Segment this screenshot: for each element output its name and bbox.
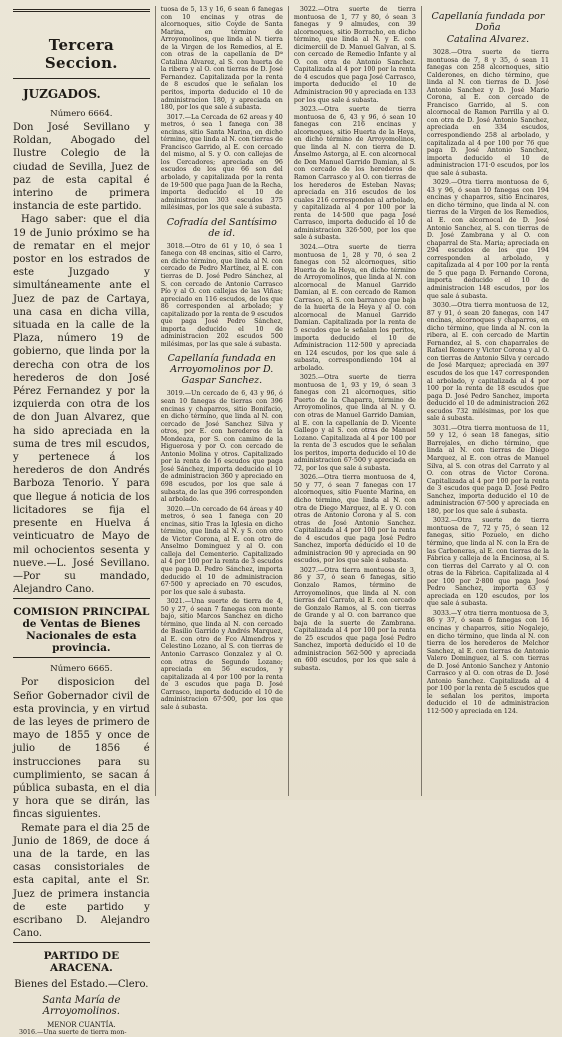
lot-3026: 3026.—Otra tierra montuosa de 4, 50 y 77, ó sean 7 fanegas con 17 alcornoques, sitio Fuente Marina, en dicho término, que linda al N. con otra de Diego Marquez, al E. y O. con otras de Antonio Corona y al S. con otras de José Antonio Sanchez. Capitalizada al 4 por 100 por la renta de 4 escudos que paga José Pedro Sanchez, importa deducido el 10 de administracion 90 y apreciada en 90 escudos, por los que sale á subasta. [293,474,416,565]
notice-1-body: Hago saber: que el dia 19 de Junio próximo se ha de rematar en el mejor postor en los estrados de este Juzgado y simultáneamente ante el Juez de paz de Cartaya, una casa en dicha villa, situada en la calle de la Plaza, número 19 de gobierno, que linda por la derecha con otra de los herederos de don José Pérez Fernandez y por la izquierda con otra de los de don Juan Alvarez, que ha sido apreciada en la suma de tres mil escudos, y pertenece á los herederos de don Andrés Barboza Tenorio. Y para que llegue á noticia de los licitadores se fija el presente en Huelva á veinticuatro de Mayo de mil ochocientos sesenta y nueve.—L. José Sevillano.—Por su mandado, Alejandro Cano. [13,214,150,596]
comision-heading: COMISION PRINCIPAL de Ventas de Bienes Nacionales de esta provincia. [13,606,150,655]
notice-2-body: Por disposicion del Señor Gobernador civil de esta provincia, y en virtud de las leyes de primero de mayo de 1855 y once de julio de 1856 é instrucciones para su cumplimiento, se sacan á pública subasta, en el dia y hora que se dirán, las fincas siguientes. [13,677,150,821]
partido-heading: PARTIDO DE ARACENA. [43,950,120,975]
columns [8,6,554,1037]
menor-cuantia-heading: MENOR CUANTÍA. [47,1021,116,1030]
lot-3025: 3025.—Otra suerte de tierra montuosa de 1, 93 y 19, ó sean 3 fanegas con 21 alcornoques, sitio Puerto de la Chaparra, término de Arroyomolinos, que linda al N. y O. con otras de Manuel Garrido Damian, al E. con la capellanía de D. Vicente Gallego y al S. con otras de Manuel Lozano. Capitalizada al 4 por 100 por la renta de 3 escudos que le señalan los peritos, importa deducido el 10 de administracion 67·500 y apreciada en 72, por los que sale á subasta. [293,374,416,472]
divider [13,657,150,658]
lot-3033: 3033.—Y otra tierra montuosa de 3, 86 y 37, ó sean 6 fanegas con 16 encinas y chaparros, sitio Nogalejo, en dicho término, que linda al N. con tierra de los herederos de Melchor Sanchez, al E. con tierras de Antonio Valero Dominguez, al S. con tierras de D. José Antonio Sanchez y Antonio Carrasco y al O. con otras de D. José Antonio Sanchez. Capitalizada al 4 por 100 por la renta de 5 escudos que le señalan los peritos, importa deducido el 10 de administracion 112·500 y apreciada en 124. [426,609,550,716]
lot-3019: 3019.—Un cercado de 6, 43 y 96, ó sean 10 fanegas de tierras con 396 encinas y chaparros, sitio Bonifacio, en dicho término, que linda al N. con cercado de José Sanchez Silva y otros, por E. con herederos de la Mondeaza, por S. con camino de la Higuerosa y por O. con cercado de Antonio Molina y otros. Capitalizado por la renta de 16 escudos que paga José Sánchez, importa deducido el 10 de administracion 360 y apreciado en 698 escudos, por los que sale á subasta, de las que 396 corresponden al arbolado. [160,390,283,504]
lot-3028: 3028.—Otra suerte de tierra montuosa de 7, 8 y 35, ó sean 11 fanegas con 258 alcornoques, sitio Calderones, en dicho término, que linda al N. con tierras de D. José Antonio Sanchez y D. José Mario Corona, al E. con cercado de Francisco Garrido, al S. con alcornocal de Ramon Parrilla y al O. con otra de D. José Antonio Sanchez, apreciada en 334 escudos, correspondiendo 258 al arbolado, y capitalizada al 4 por 100 por 76 que paga D. José Antonio Sanchez, importa deducido el 10 de administracion 171·0 escudos, por los que sale á subasta. [426,49,550,177]
bienes-heading: Bienes del Estado.—Clero. [14,979,149,991]
capellania-alvarez-heading-2: Catalina Alvarez. [446,34,530,45]
column-2 [156,6,289,796]
lot-3032: 3032.—Otra suerte de tierra montuosa de 7, 72 y 75, ó sean 12 fanegas, sitio Pozuelo, en dicho término, que linda al N. con la Era de las Carboneras, al E. con tierras de la Fábrica y calleja de la Encinosa, al S. con tierras del Carrato y al O. con otras de la Fábrica. Capitalizada al 4 por 100 por 2·800 que paga José Pedro Sanchez, importa 63 y apreciada en 120 escudos, por los que sale á subasta. [426,517,550,608]
lot-3016-start: 3016.—Una suerte de tierra mon- [19,1029,127,1037]
lot-3027: 3027.—Otra tierra montuosa de 3, 86 y 37, ó sean 6 fanegas, sitio Gonzalo Ramos, término de Arroyomolinos, que linda al N. con tierras del Carrato, al E. con cercado de Gonzalo Ramos, al S. con tierras de Grande y al O. con barranco que baja de la suerte de Zambrana. Capitalizada al 4 por 100 por la renta de 25 escudos que paga José Pedro Sanchez, importa deducido el 10 de administracion 562·500 y apreciada en 600 escudos, por los que sale á subasta. [293,566,416,673]
divider [13,942,150,943]
divider [13,598,150,599]
lot-3020: 3020.—Un cercado de 64 áreas y 40 metros, ó sea 1 fanega con 20 encinas, sitio Tras la Iglesia en dicho término, que linda al N. y S. con otro de Victor Corona, al E. con otro de Anselmo Dominguez y al O. con calleja del Cementerio. Capitalizado al 4 por 100 por la renta de 3 escudos que paga D. Pedro Sánchez, importa deducido el 10 de administracion 67·500 y apreciado en 70 escudos, por los que sale á subasta. [160,505,283,596]
title-rule [13,78,150,79]
column-3 [289,6,422,796]
notice-number-2: Número 6665. [50,664,113,675]
notice-number-1: Número 6664. [50,109,113,119]
lot-3021: 3021.—Una suerte de tierra de 4, 50 y 27, ó sean 7 fanegas con monte bajo, sitio Marcos Sanchez en dicho término, que linda al N. con cercado de Basilio Garrido y Andrés Marquez, al E. con otro de Fco Almendros y Celestino Lozano, al S. con tierras de Antonio Carrasco Gonzalez y al O. con otras de Segundo Lozano; apreciada en 56 escudos, y capitalizada al 4 por 100 por la renta de 3 escudos que paga D. José Carrasco, importa deducido el 10 de administracion 67·500, por los que sale á subasta. [160,598,283,711]
section-title: Tercera Seccion. [44,36,118,72]
cofradia-heading: Cofradía del Santísimo de id. [166,216,277,239]
lot-3029: 3029.—Otra tierra montuosa de 6, 43 y 96, ó sean 10 fanegas con 194 encinas y chaparros, sitio Encinares, en dicho término, que linda al N. con tierras de la Virgen de los Remedios, al E. con alcornocal de D. José Antonio Sanchez, al S. con tierras de D. José Zambrana y al O. con chaparral de Sta. Maria; apreciada en 294 escudos de los que 194 corresponden al arbolado, y capitalizada al 4 por 100 por la renta de 5 que paga D. Fernando Corona, importa deducido el 10 de administracion 148 escudos, por los que sale á subasta. [426,179,550,300]
notice-2-remate: Remate para el dia 25 de Junio de 1869, de doce á una de la tarde, en las casas consistoriales de esta capital, ante el Sr. Juez de primera instancia de este partido y escribano D. Alejandro Cano. [13,822,150,940]
lot-3023: 3023.—Otra suerte de tierra montuosa de 6, 43 y 96, ó sean 10 fanegas con 216 encinas y alcornoques, sitio Huerta de la Heya, en dicho término de Arroyomolinos, que linda al N. con tierra de D. Anselmo Astorga, al E. con alcornocal de Don Manuel Garrido Damian, al S. con cercado de los herederos de Ramon Carrasco y al O. con tierras de los herederos de Esteban Navas; apreciada en 316 escudos de los cuales 216 corresponden al arbolado, y capitalizada al 4 por 100 por la renta de 14·500 que paga José Carrasco, importa deducido el 10 de administracion 326·500, por los que sale á subasta. [293,106,416,242]
lot-3016-cont: tuosa de 5, 13 y 16, 6 sean 6 fanegas con 10 encinas y otras de alcornoques, sitio Coyde de Santa Marina, en término de Arroyomolinos, que linda al N. tierra de la Virgen de los Remedios, al E. con otras de la capellanía de Dª Catalina Alvarez, al S. con huerta de la ribera y al O. con tierras de D. José Fernandez. Capitalizada por la renta de 8 escudos que le señalan los peritos, importa deducido el 10 de administracion 180, y apreciada en 180, por los que sale á subasta. [160,6,283,112]
lot-3017: 3017.—La Cercada de 62 areas y 40 metros, ó sea 1 fanega con 38 encinas, sitio Santa Marina, en dicho término, que linda al N. con tierras de Francisco Garrido, al E. con cercado del mismo, al S. y O. con callejas de los Cercadores; apreciada en 96 escudos de los que 66 son del arbolado, y capitalizada por la renta de 19·500 que paga Juan de la Recha, importa deducido el 10 de administracion 303 escudos 375 milésimas, por los que sale á subasta. [160,113,283,212]
notice-1-intro: Don José Sevillano y Roldan, Abogado del Ilustre Colegio de la ciudad de Sevilla, Juez de paz de esta capital é interino de primera instancia de este partido. [13,122,150,213]
top-rule [13,9,150,12]
lot-3031: 3031.—Otra tierra montuosa de 11, 59 y 12, ó sean 18 fanegas, sitio Barrejales, en dicho término, que linda al N. con tierras de Diego Marquez, al E. con otras de Manuel Silva, al S. con otras del Carrato y al O. con otras de Victor Corona. Capitalizada al 4 por 100 por la renta de 3 escudos que paga D. José Pedro Sanchez, importa deducido el 10 de administracion 67·500 y apreciada en 180, por los que sale á subasta. [426,424,550,515]
lot-3030: 3030.—Otra tierra montuosa de 12, 87 y 91, ó sean 20 fanegas, con 147 encinas, alcornoques y chaparros, en dicho término, que linda al N. con la ribera, al E. con cercado de Martin Fernandez, al S. con chaparrales de Rafael Romero y Victor Corona y al O. con tierras de Antonio Silva y cercado de José Marquez; apreciada en 397 escudos de los que 147 corresponden al arbolado, y capitalizada al 4 por 100 por la renta de 18 escudos que paga D. José Pedro Sanchez, importa deducido el 10 de administracion 262 escudos 732 milésimas, por los que sale á subasta. [426,302,550,423]
lot-3024: 3024.—Otra suerte de tierra montuosa de 1, 28 y 70, ó sea 2 fanegas con 52 alcornoques, sitio Huerta de la Heya, en dicho término de Arroyomolinos, que linda al N. con alcornocal de Manuel Garrido Damian, al E. con cercado de Ramon Carrasco, al S. con barranco que baja de la huerta de la Heya y al O. con alcornocal de Manuel Garrido Damian. Capitalizada por la renta de 5 escudos que le señalan los peritos, importa deducido el 10 de Administracion 112·500 y apreciada en 124 escudos, por los que sale á subasta, correspondiendo 104 al arbolado. [293,243,416,372]
lot-3018: 3018.—Otro de 61 y 10, ó sea 1 fanega con 48 encinas, sitio el Carro, en dicho término, que linda al N. con cercado de Pedro Martínez, al E. con tierras de D. José Pedro Sánchez, al S. con cercado de Antonio Carrasco Pío y al O. con callejas de las Viñas; apreciado en 116 escudos, de los que 86 corresponden al arbolado; y capitalizado por la renta de 9 escudos que paga José Pedro Sánchez, importa deducido el 10 de administracion 202 escudos 500 milésimas, por las que sale á subasta. [160,242,283,348]
lot-3022: 3022.—Otra suerte de tierra montuosa de 1, 77 y 80, ó sean 3 fanegas y 9 almudes, con 39 alcornoques, sitio Borracho, en dicho término, que linda al N. y E. con dicimerciil de D. Manuel Galvan, al S. con cercado de Remedio Infante y al O. con otra de Antonio Sanchez. Capitalizada al 4 por 100 por la renta de 4 escudos que paga José Carrasco, importa deducido el 10 de Administracion 90 y apreciada en 133 por los que sale á subasta. [293,6,416,104]
column-4 [422,6,554,796]
capellania-alvarez-heading-1: Capellanía fundada por Doña [431,11,545,33]
column-1 [8,6,156,1037]
capellania-sanchez-heading: Capellanía fundada en Arroyomolinos por D. Gaspar Sanchez. [167,353,276,387]
juzgados-heading: JUZGADOS. [23,87,101,101]
santa-maria-heading: Santa María de Arroyomolinos. [42,995,121,1018]
